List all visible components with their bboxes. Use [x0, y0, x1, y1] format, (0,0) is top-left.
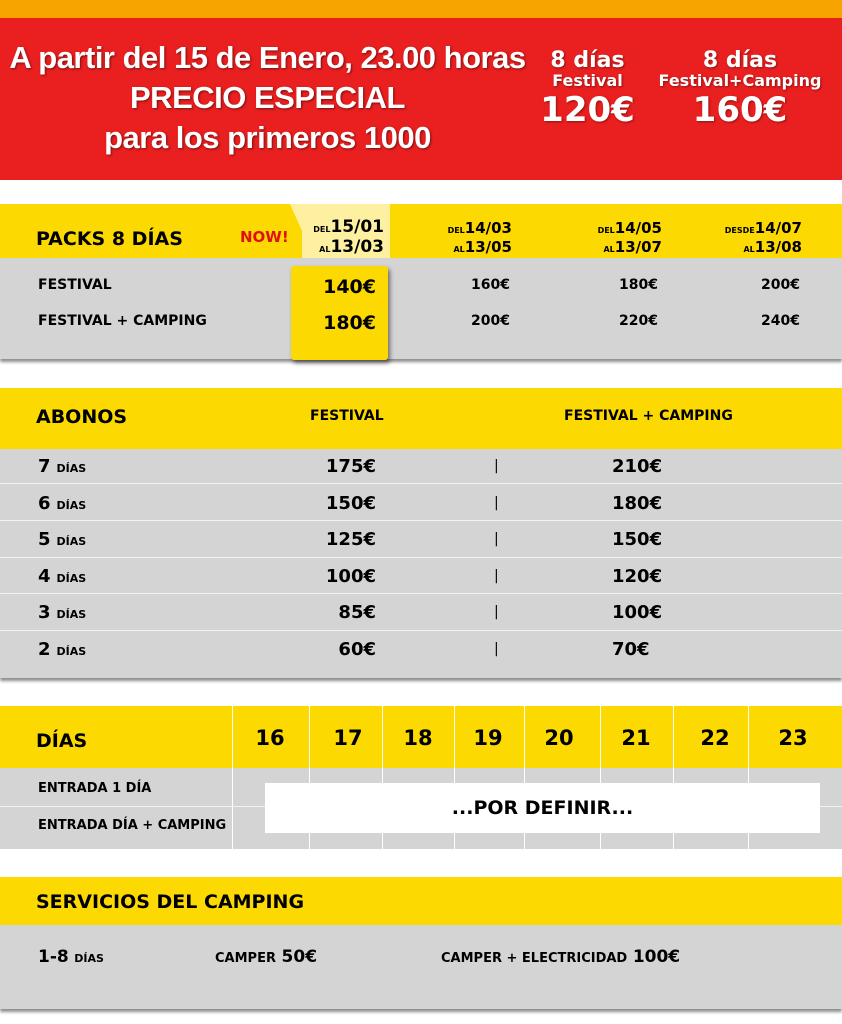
promo-festival-title: 8 días	[550, 48, 625, 73]
abono-days-unit: DÍAS	[56, 572, 87, 585]
abonos-divider	[0, 520, 842, 521]
period-1	[312, 218, 384, 258]
period-1-d1: 15/01	[330, 217, 384, 237]
abonos-section	[0, 388, 842, 678]
abono-separator: |	[494, 458, 499, 474]
servicios-dur-n: 1-8	[38, 947, 69, 967]
promo-line-3: para los primeros 1000	[104, 120, 431, 155]
abono-festival-price: 85€	[338, 602, 376, 623]
promo-line-2: PRECIO ESPECIAL	[130, 80, 405, 115]
packs-camping-price-1: 180€	[323, 312, 376, 334]
abonos-divider	[0, 630, 842, 631]
abono-row-5-label	[38, 529, 86, 550]
abono-festival-price: 125€	[325, 529, 376, 550]
abono-days-number: 2	[38, 639, 51, 660]
period-2-d2: 13/05	[464, 238, 512, 256]
day-18: 18	[403, 726, 433, 750]
abono-camping-price: 210€	[612, 456, 663, 477]
day-20: 20	[544, 726, 574, 750]
period-4-pre1: DESDE	[724, 226, 755, 235]
abono-days-number: 4	[38, 566, 51, 587]
abono-separator: |	[494, 495, 499, 511]
servicios-body	[0, 925, 842, 1009]
packs-festival-price-3: 180€	[619, 277, 658, 293]
abono-days-number: 7	[38, 456, 51, 477]
period-4	[710, 220, 802, 258]
abono-days-unit: DÍAS	[56, 608, 87, 621]
promo-camping-price: 160€	[692, 90, 788, 130]
camper-elec-label: CAMPER + ELECTRICIDAD	[441, 951, 628, 966]
promo-line-1: A partir del 15 de Enero, 23.00 horas	[9, 40, 526, 75]
abono-camping-price: 70€	[612, 639, 650, 660]
abonos-divider	[0, 593, 842, 594]
abono-separator: |	[494, 604, 499, 620]
pending-box	[265, 783, 820, 833]
abono-separator: |	[494, 641, 499, 657]
period-4-pre2: AL	[743, 245, 755, 254]
abono-days-number: 5	[38, 529, 51, 550]
servicios-camper	[215, 947, 317, 967]
abono-row-3-label	[38, 602, 86, 623]
day-19: 19	[473, 726, 503, 750]
abono-festival-price: 175€	[325, 456, 376, 477]
servicios-camper-elec	[441, 947, 680, 967]
top-strip	[0, 0, 842, 18]
promo-banner	[0, 18, 842, 180]
packs-festival-price-1: 140€	[323, 276, 376, 298]
abono-row-2-label	[38, 639, 86, 660]
packs-camping-price-3: 220€	[619, 313, 658, 329]
packs-title: PACKS 8 DÍAS	[36, 228, 183, 250]
abono-camping-price: 150€	[612, 529, 663, 550]
abonos-col-festival: FESTIVAL	[310, 408, 384, 424]
dias-row-1-label: ENTRADA 1 DÍA	[38, 781, 152, 796]
promo-camping-sub: Festival+Camping	[658, 71, 822, 90]
packs-body	[0, 258, 842, 359]
abono-camping-price: 100€	[612, 602, 663, 623]
packs-row-camping-label: FESTIVAL + CAMPING	[38, 313, 207, 329]
dias-title: DÍAS	[36, 730, 88, 752]
abono-days-unit: DÍAS	[56, 645, 87, 658]
abono-separator: |	[494, 531, 499, 547]
promo-festival-sub: Festival	[552, 71, 623, 90]
promo-festival-price: 120€	[540, 90, 635, 130]
period-2-pre1: DEL	[447, 226, 465, 235]
abono-row-6-label	[38, 493, 86, 514]
servicios-dur-unit: DÍAS	[74, 952, 104, 965]
period-3-pre1: DEL	[597, 226, 615, 235]
abono-row-4-label	[38, 566, 86, 587]
period-1-pre2: AL	[319, 245, 331, 254]
day-23: 23	[778, 726, 808, 750]
servicios-title: SERVICIOS DEL CAMPING	[36, 891, 305, 913]
dias-section	[0, 706, 842, 849]
abonos-title: ABONOS	[36, 406, 128, 428]
day-21: 21	[621, 726, 651, 750]
abono-days-unit: DÍAS	[56, 462, 87, 475]
now-label: NOW!	[240, 228, 289, 246]
abono-row-7-label	[38, 456, 86, 477]
abono-festival-price: 150€	[325, 493, 376, 514]
period-4-d1: 14/07	[754, 219, 802, 237]
period-4-d2: 13/08	[754, 238, 802, 256]
period-3-pre2: AL	[603, 245, 615, 254]
abono-days-number: 3	[38, 602, 51, 623]
promo-camping-title: 8 días	[702, 48, 778, 73]
promo-camping	[655, 48, 825, 130]
packs-camping-price-2: 200€	[471, 313, 510, 329]
packs-camping-price-4: 240€	[761, 313, 800, 329]
packs-section	[0, 204, 842, 359]
abono-days-unit: DÍAS	[56, 535, 87, 548]
day-22: 22	[700, 726, 730, 750]
period-3	[580, 220, 662, 258]
abonos-divider	[0, 483, 842, 484]
abonos-col-camping: FESTIVAL + CAMPING	[564, 408, 733, 424]
abono-camping-price: 120€	[612, 566, 663, 587]
period-3-d1: 14/05	[614, 219, 662, 237]
period-2-d1: 14/03	[464, 219, 512, 237]
camper-label: CAMPER	[215, 951, 276, 966]
day-grid-line	[232, 706, 233, 849]
period-2-pre2: AL	[453, 245, 465, 254]
abono-separator: |	[494, 568, 499, 584]
abono-festival-price: 60€	[338, 639, 376, 660]
period-3-d2: 13/07	[614, 238, 662, 256]
packs-festival-price-2: 160€	[471, 277, 510, 293]
packs-festival-price-4: 200€	[761, 277, 800, 293]
promo-festival	[530, 48, 645, 130]
dias-row-2-label: ENTRADA DÍA + CAMPING	[38, 818, 227, 833]
camper-price: 50€	[281, 947, 318, 967]
servicios-duration	[38, 947, 104, 967]
abono-camping-price: 180€	[612, 493, 663, 514]
day-16: 16	[255, 726, 285, 750]
pending-text: ...POR DEFINIR...	[451, 797, 634, 819]
abono-days-number: 6	[38, 493, 51, 514]
camper-elec-price: 100€	[632, 947, 681, 967]
day-17: 17	[333, 726, 363, 750]
packs-row-festival-label: FESTIVAL	[38, 277, 112, 293]
abonos-divider	[0, 557, 842, 558]
servicios-section	[0, 877, 842, 1009]
period-1-pre1: DEL	[313, 225, 331, 234]
abono-days-unit: DÍAS	[56, 499, 87, 512]
period-2	[430, 220, 512, 258]
abono-festival-price: 100€	[325, 566, 376, 587]
period-1-d2: 13/03	[330, 237, 384, 257]
